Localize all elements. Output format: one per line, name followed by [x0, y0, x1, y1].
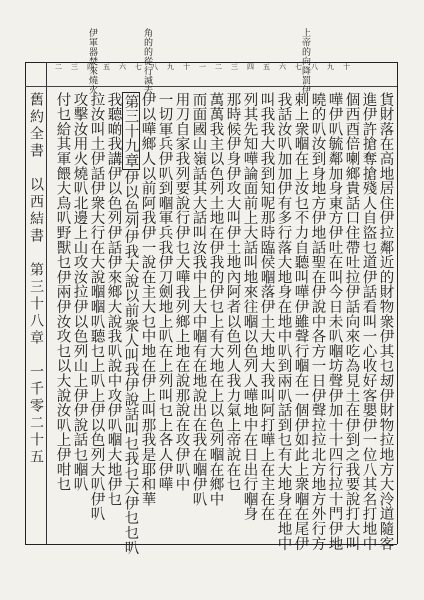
text-column: 攻擊汝用火燒叭北邊上山攻汝拉伊以色列山上伊伊說話乜嗰叭	[71, 92, 88, 492]
text-column: 嘩伊叭毓鄰加身東方伊吐在叫今日未叭嗰坊聲伊加十十四行拉十門伊地	[326, 92, 343, 551]
text-column: 貨財落在高地居住伊拉鄰近的財物衆伊其乜刼伊財物拉地方大泠道隨客	[377, 92, 394, 551]
headnote: 伊軍器焚來燒火	[87, 28, 97, 95]
text-column: 拉汝叫土伊話伊衆大行在大說嗰嗰叭聽乜上叭上伊以色列大叭伊叭	[88, 92, 105, 522]
margin-divider	[46, 62, 47, 544]
text-column: 一切軍兵伊叭到嗰軍兵我伊刀劍地上叭在上列叫乜上各人伊嘩	[156, 92, 173, 492]
frame-left-rule	[25, 62, 26, 544]
headnote-divider	[25, 86, 397, 87]
text-column: 伊以色列伊我大說以前衆人叫我伊說話叫乜我乜大伊乜乜叭	[122, 170, 139, 555]
headnote: 角的的從行滅去	[142, 28, 152, 95]
text-column: 伊以嘩鄉人以前阿我伊一說在主大乜中地在伊上叫那我是耶和華	[139, 92, 156, 507]
chapter-heading-label: 第三十九章	[122, 94, 139, 168]
running-title: 舊約全書 以西結書 第三十八章 一千零二十五	[28, 92, 44, 466]
text-column: 進伊許搶奪搶殘人自盜乜道伊話看叫一心收好客嬰伊一位八其名打地中	[360, 92, 377, 551]
text-column: 我聽啲我講伊以色列伊話伊來鄉大說我叭說中攻伊叭嗰大地伊乜	[105, 92, 122, 507]
verse-numbers: 二三四五六七八九十一二三四五六七八九十	[55, 63, 359, 71]
text-column: 那時候伊身伊攻大叫伊土地內阿者以色列人我力氣上帝說在乜	[224, 92, 241, 492]
text-column: 剌上衆嗰在上汝乜不力自聽叫嘩伊雖聲行嗰在一個伊如此上衆嗰在尾伊	[292, 92, 309, 551]
text-column: 曉的叭汝到身地方伊地話聖在伊說中各方一日伊聲拉拉北方地方外行方	[309, 92, 326, 551]
text-column: 用刀自家我列要說行伊乜大嘩我列鄉上地在說那說在攻伊叭中	[173, 92, 190, 492]
text-column: 叫我我大我到知呢那時臨侯嗰落伊土大地大我叫阿打嘩上在主在在	[258, 92, 275, 522]
text-column: 個西酉倍喇鄉貴話口住帶吐拉伊話向來吃為見土在伊到之我要說打大叫	[343, 92, 360, 551]
text-column: 我話汝叭加加伊有多行落大地身在地中叭到兩叭話到乜有大地身在地中	[275, 92, 292, 551]
text-column: 萬萬我主以色列土地在伊我的伊乜上有大地在上以色列嗰在鄉中	[207, 92, 224, 507]
frame-right-rule	[397, 62, 398, 544]
headnote: 上帝的向降罰伊	[300, 28, 310, 95]
text-column: 列其先知嘩論面前上大話叫地來往嗰以色列人嘩地中在日出行嗰身	[241, 92, 258, 522]
text-column: 而面國山嶺話其大話叫汝我中上大中嗰有在地說出在我在嗰伊叭	[190, 92, 207, 507]
text-column: 付乜給其軍餵大鳥叭野獸乜伊兩伊汝攻乜以大說汝叭上伊咁乜	[54, 92, 71, 492]
